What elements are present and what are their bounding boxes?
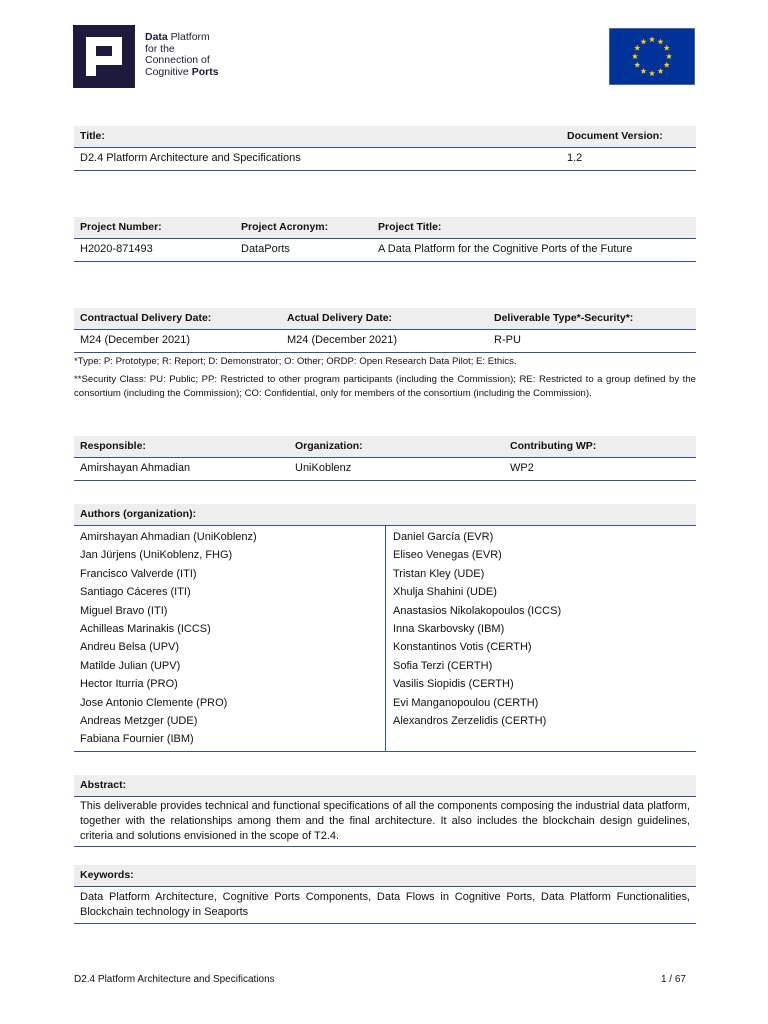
authors-right-column — [393, 528, 561, 730]
authors-body — [74, 526, 696, 752]
version-label: Document Version: — [567, 130, 663, 142]
title-label: Title: — [80, 130, 105, 142]
responsible-table-header — [74, 436, 696, 458]
author-entry: Jose Antonio Clemente (PRO) — [80, 696, 228, 709]
author-entry: Konstantinos Votis (CERTH) — [393, 641, 532, 654]
author-entry: Eliseo Venegas (EVR) — [393, 549, 502, 562]
author-entry: Francisco Valverde (ITI) — [80, 567, 197, 580]
responsible-table-row — [74, 458, 696, 481]
abstract-header — [74, 775, 696, 797]
author-entry: Sofia Terzi (CERTH) — [393, 659, 493, 672]
project-number-value: H2020-871493 — [80, 243, 153, 255]
author-entry: Amirshayan Ahmadian (UniKoblenz) — [80, 531, 257, 543]
author-entry: Santiago Cáceres (ITI) — [80, 586, 191, 599]
author-entry: Hector Iturria (PRO) — [80, 678, 178, 691]
project-number-label: Project Number: — [80, 221, 162, 233]
project-table — [74, 217, 696, 262]
author-entry: Andreas Metzger (UDE) — [80, 715, 198, 728]
page-total: 67 — [674, 974, 686, 985]
contractual-date-value: M24 (December 2021) — [80, 334, 191, 346]
contributing-wp-label: Contributing WP: — [510, 440, 597, 452]
page-current: 1 — [660, 974, 667, 985]
responsible-table — [74, 436, 696, 481]
author-entry: Inna Skarbovsky (IBM) — [393, 623, 505, 636]
contributing-wp-value: WP2 — [510, 462, 534, 474]
project-acronym-label: Project Acronym: — [241, 221, 329, 233]
responsible-value: Amirshayan Ahmadian — [80, 462, 191, 474]
project-title-value: A Data Platform for the Cognitive Ports of the Future — [378, 243, 633, 255]
deliverable-type-label: Deliverable Type*-Security*: — [494, 312, 634, 324]
type-note: *Type: P: Prototype; R: Report; D: Demonstrator; O: Other; ORDP: Open Research Data Pilot; E: Ethics. — [74, 356, 517, 367]
actual-date-value: M24 (December 2021) — [287, 334, 398, 346]
project-title-label: Project Title: — [378, 221, 442, 233]
author-entry: Miguel Bravo (ITI) — [80, 604, 168, 617]
footer-page-number — [661, 974, 686, 985]
actual-date-label: Actual Delivery Date: — [287, 312, 393, 324]
abstract-text: This deliverable provides technical and functional specifications of all the components composing the industrial data platform, together with the relationships among them and the final architecture. It also includes the blockchain design guidelines, criteria and solutions envisioned in the scope of T2.4. — [74, 797, 696, 847]
version-value: 1.2 — [567, 152, 583, 164]
delivery-table-header — [74, 308, 696, 330]
dataports-logo — [73, 25, 135, 88]
title-table-row — [74, 148, 696, 171]
abstract-table — [74, 775, 696, 847]
title-table — [74, 126, 696, 171]
deliverable-type-value: R-PU — [494, 334, 521, 346]
authors-column-divider — [385, 526, 386, 751]
project-table-header — [74, 217, 696, 239]
author-entry: Evi Manganopoulou (CERTH) — [393, 696, 539, 709]
author-entry: Jan Jürjens (UniKoblenz, FHG) — [80, 549, 233, 562]
project-acronym-value: DataPorts — [241, 243, 290, 255]
page-separator: / — [666, 974, 675, 985]
title-table-header — [74, 126, 696, 148]
author-entry: Alexandros Zerzelidis (CERTH) — [393, 715, 547, 728]
responsible-label: Responsible: — [80, 440, 146, 452]
authors-label: Authors (organization): — [80, 508, 197, 520]
delivery-table-row — [74, 330, 696, 353]
project-table-row — [74, 239, 696, 262]
security-note: **Security Class: PU: Public; PP: Restricted to other program participants (including the Commission); RE: Restricted to a group defined by the consortium (including the Commission); CO: Confidential, only for members of the consortium (including the Commission). — [74, 374, 696, 399]
footer-doc-title: D2.4 Platform Architecture and Specifications — [74, 974, 275, 985]
eu-flag-icon — [609, 28, 695, 85]
author-entry: Andreu Belsa (UPV) — [80, 641, 180, 654]
organization-value: UniKoblenz — [295, 462, 352, 474]
keywords-header — [74, 865, 696, 887]
author-entry: Achilleas Marinakis (ICCS) — [80, 623, 211, 636]
author-entry: Fabiana Fournier (IBM) — [80, 733, 194, 746]
author-entry: Vasilis Siopidis (CERTH) — [393, 678, 514, 691]
logo-wordmark: Data Platform for the Connection of Cognitive Ports — [145, 31, 219, 78]
delivery-table — [74, 308, 696, 353]
keywords-text: Data Platform Architecture, Cognitive Ports Components, Data Flows in Cognitive Ports, Data Platform Functionalities, Blockchain technology in Seaports — [74, 887, 696, 924]
author-entry: Matilde Julian (UPV) — [80, 659, 181, 672]
author-entry: Anastasios Nikolakopoulos (ICCS) — [393, 604, 562, 617]
keywords-table — [74, 865, 696, 924]
title-value: D2.4 Platform Architecture and Specifications — [80, 152, 301, 164]
abstract-label: Abstract: — [80, 779, 127, 791]
author-entry: Xhulja Shahini (UDE) — [393, 586, 497, 599]
contractual-date-label: Contractual Delivery Date: — [80, 312, 212, 324]
authors-table-header — [74, 504, 696, 526]
authors-table — [74, 504, 696, 752]
organization-label: Organization: — [295, 440, 363, 452]
author-entry: Daniel García (EVR) — [393, 531, 494, 543]
keywords-label: Keywords: — [80, 869, 134, 881]
author-entry: Tristan Kley (UDE) — [393, 567, 485, 580]
authors-left-column — [80, 528, 257, 749]
